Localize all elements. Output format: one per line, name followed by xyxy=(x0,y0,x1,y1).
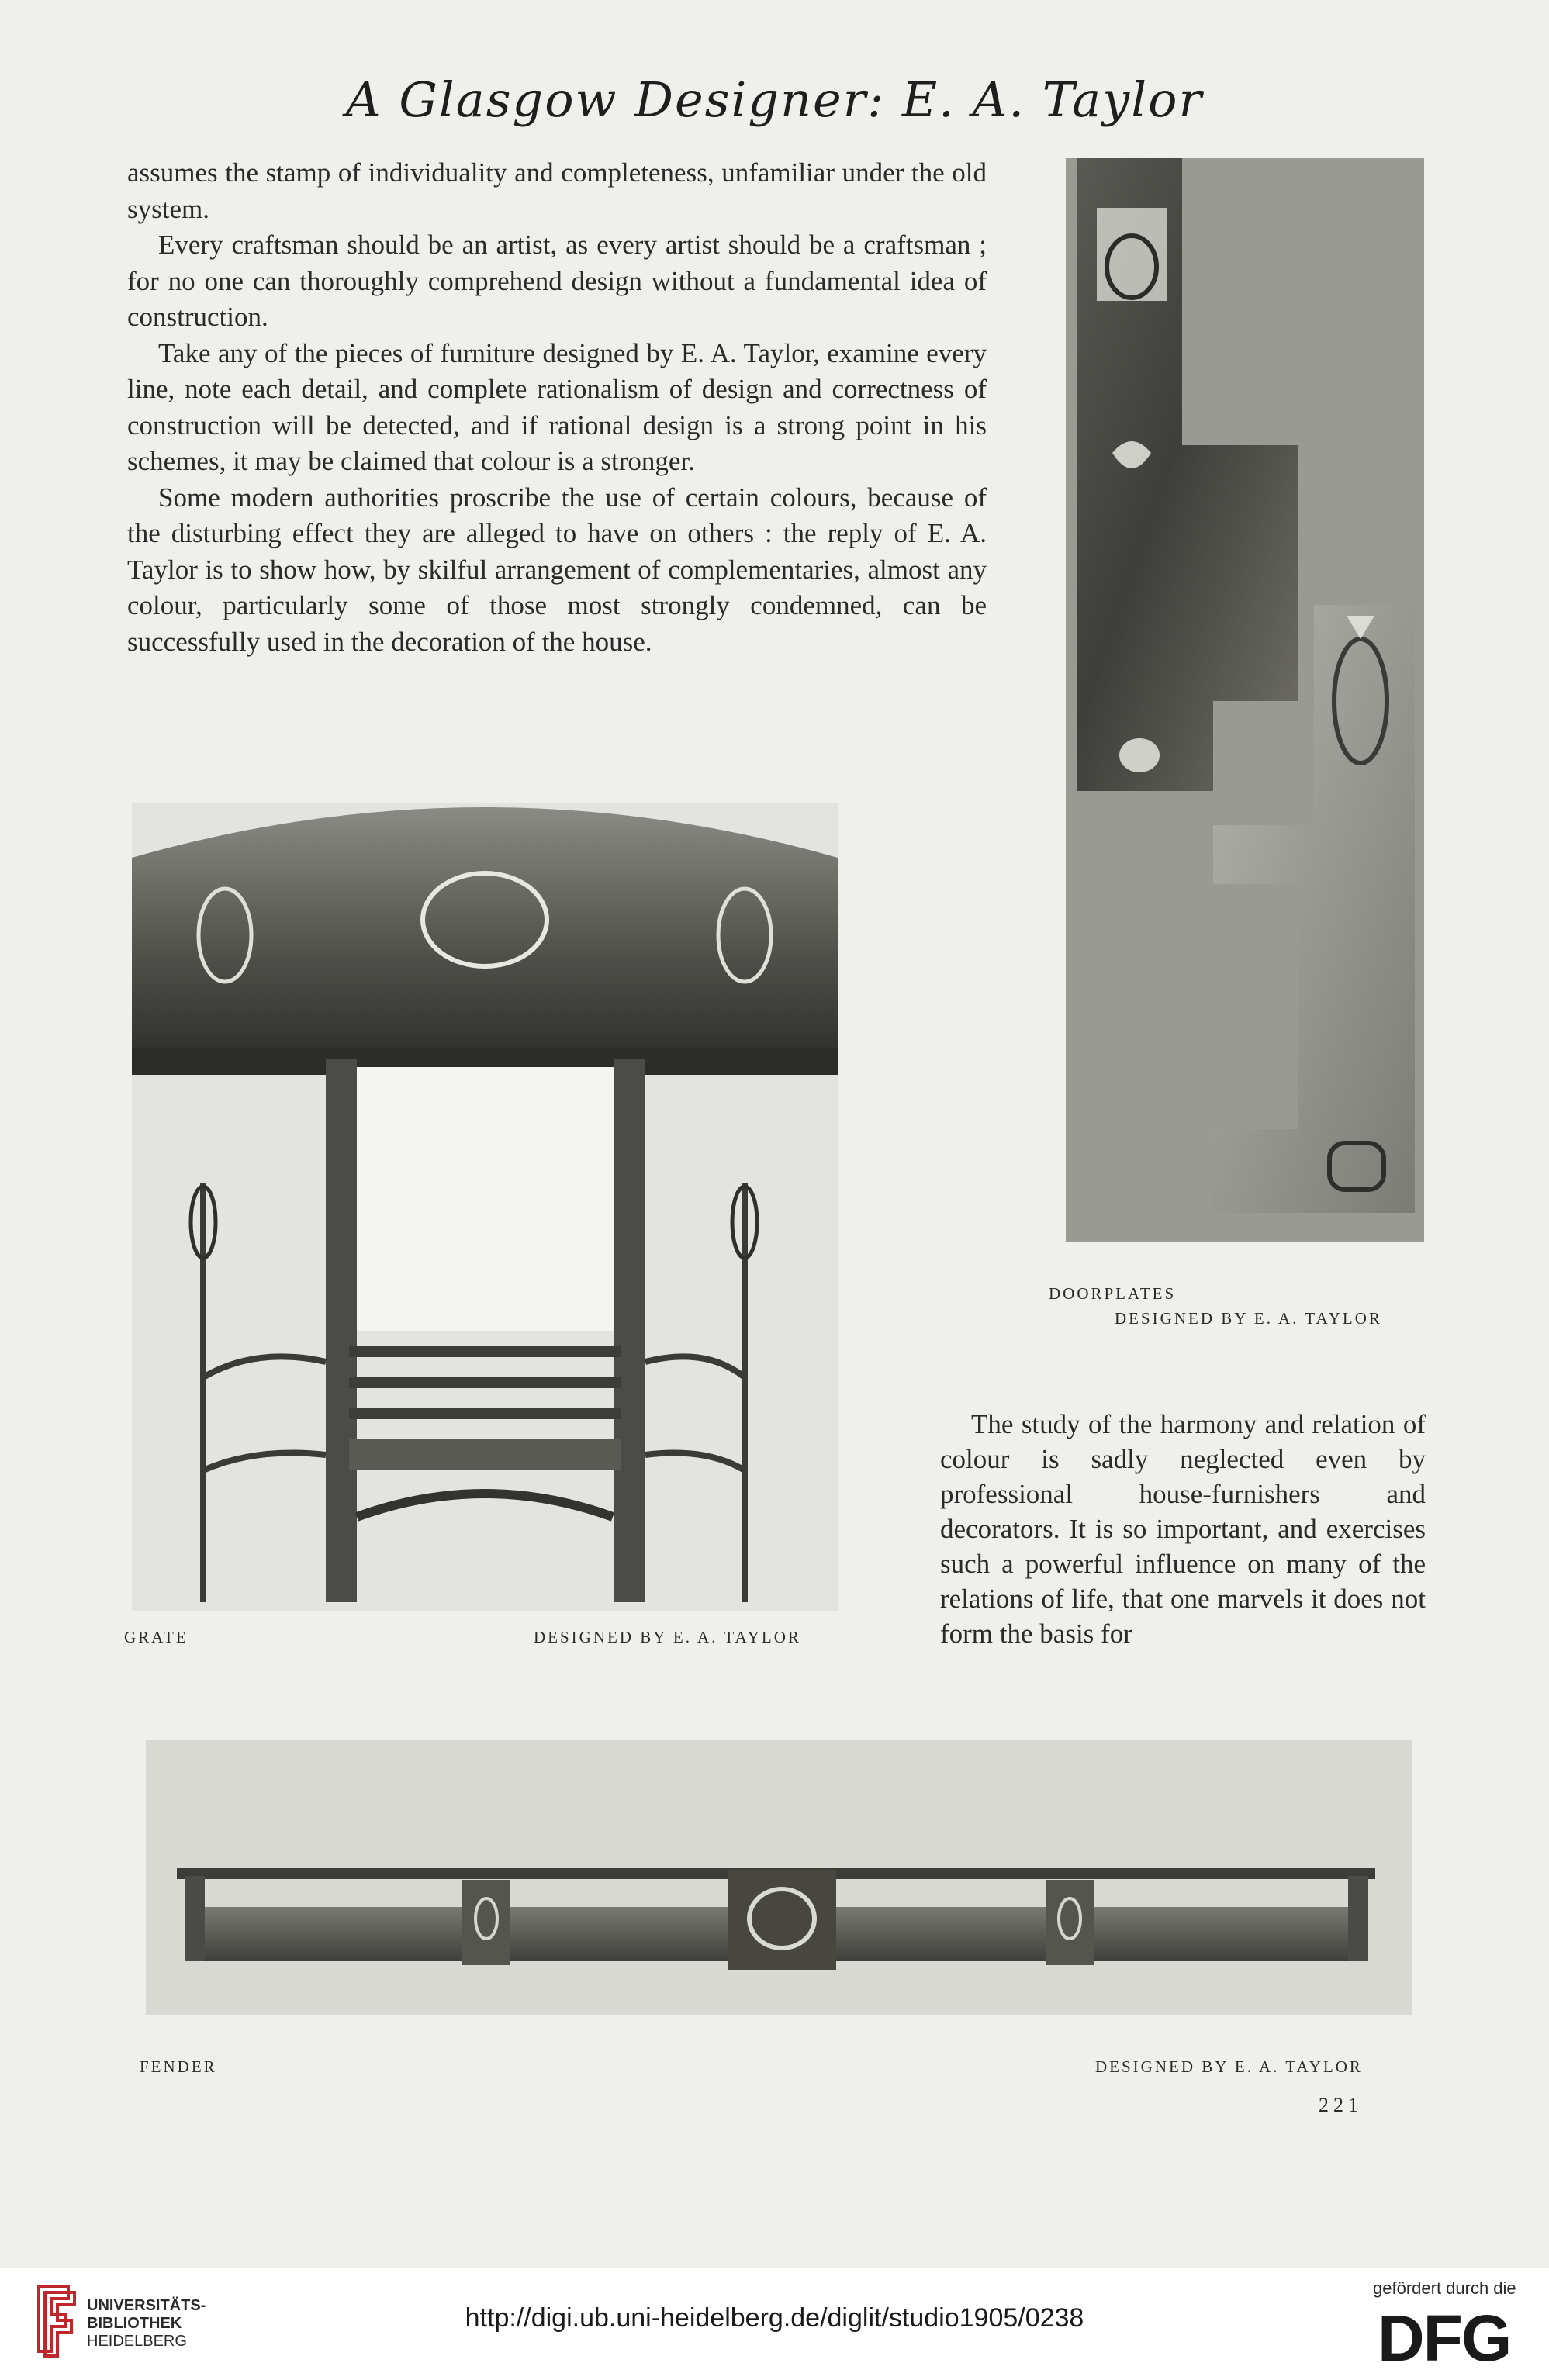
library-name-line: UNIVERSITÄTS- xyxy=(87,2297,206,2314)
permalink-url[interactable]: http://digi.ub.uni-heidelberg.de/diglit/studio1905/0238 xyxy=(465,2303,1084,2333)
funding-note: gefördert durch die xyxy=(1373,2278,1516,2298)
doorplates-caption-title: DOORPLATES xyxy=(1049,1284,1177,1303)
fender-caption-credit: DESIGNED BY E. A. TAYLOR xyxy=(1095,2057,1363,2076)
fender-photo xyxy=(146,1740,1412,2015)
doorplates-caption-credit: DESIGNED BY E. A. TAYLOR xyxy=(1115,1309,1382,1328)
doorplates-photo xyxy=(1066,158,1424,1242)
text-column-left xyxy=(127,155,987,660)
fender-caption-title: FENDER xyxy=(140,2057,217,2076)
dfg-logo: DFG xyxy=(1378,2302,1511,2375)
grate-caption-title: GRATE xyxy=(124,1628,188,1646)
page-number: 221 xyxy=(1319,2094,1363,2116)
paragraph: Take any of the pieces of furniture designed by E. A. Taylor, examine every line, note each detail, and complete rationalism of design and correctness of construction will be detected, and if rational design is a strong point in his schemes, it may be claimed that colour is a stronger. xyxy=(127,337,987,476)
running-head: A Glasgow Designer: E. A. Taylor xyxy=(345,71,1204,128)
grate-caption-credit: DESIGNED BY E. A. TAYLOR xyxy=(534,1628,801,1646)
library-name-line: BIBLIOTHEK xyxy=(87,2315,182,2332)
paragraph: Some modern authorities proscribe the use of certain colours, because of the disturbing effect they are alleged to have on others : the reply of E. A. Taylor is to show how, by skilful arrangement of complementaries, almost any colour, particularly some of those most strongly condemned, can be successfully used in the decoration of the house. xyxy=(127,482,987,657)
grate-photo xyxy=(132,803,838,1611)
text-column-right xyxy=(940,1407,1426,1651)
paragraph: The study of the harmony and relation of colour is sadly neglected even by professional house-furnishers and decorators. It is so important, and exercises such a powerful influence on many of the relations of life, that one marvels it does not form the basis for xyxy=(940,1409,1426,1649)
paragraph: Every craftsman should be an artist, as every artist should be a craftsman ; for no one can thoroughly comprehend design without a fundamental idea of construction. xyxy=(127,230,987,332)
library-name-line: HEIDELBERG xyxy=(87,2333,187,2350)
paragraph: assumes the stamp of individuality and completeness, unfamiliar under the old system. xyxy=(127,157,987,224)
